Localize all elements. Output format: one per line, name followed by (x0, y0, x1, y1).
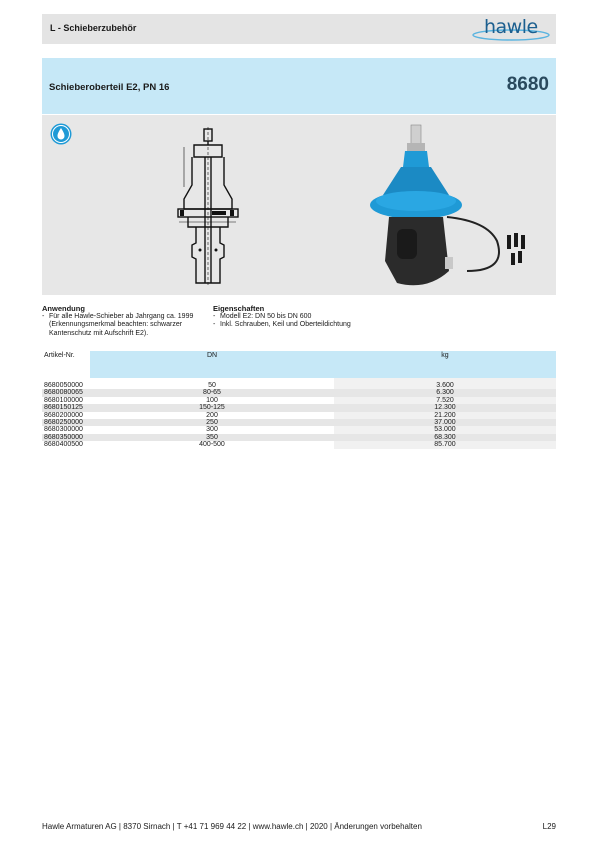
cell-artikel: 8680300000 (42, 426, 90, 433)
cell-dn: 50 (90, 382, 334, 389)
cell-kg: 68.300 (334, 434, 556, 441)
table-row (42, 426, 556, 433)
product-number: 8680 (506, 74, 549, 95)
hawle-logo (470, 16, 552, 42)
column-header-kg: kg (334, 351, 556, 378)
table-row (42, 382, 556, 389)
cell-dn: 300 (90, 426, 334, 433)
anwendung-heading: Anwendung (42, 304, 85, 313)
page-number: L29 (542, 822, 556, 831)
cell-artikel: 8680080065 (42, 389, 90, 396)
cell-dn: 150-125 (90, 404, 334, 411)
cell-kg: 21.200 (334, 412, 556, 419)
cell-kg: 3.600 (334, 382, 556, 389)
column-header-artikel: Artikel-Nr. (42, 351, 90, 378)
cell-artikel: 8680400500 (42, 441, 90, 448)
cell-kg: 12.300 (334, 404, 556, 411)
cell-dn: 80-65 (90, 389, 334, 396)
cell-dn: 200 (90, 412, 334, 419)
eigenschaften-section (213, 305, 383, 330)
footer-company: Hawle Armaturen AG | 8370 Sirnach | T +41 71 969 44 22 | www.hawle.ch | 2020 | Änderungen vorbehalten (42, 822, 422, 831)
cell-artikel: 8680100000 (42, 397, 90, 404)
header-bar (42, 14, 556, 44)
water-drop-icon (50, 123, 72, 145)
table-row (42, 404, 556, 411)
anwendung-item: - Für alle Hawle-Schieber ab Jahrgang ca. 1999 (Erkennungsmerkmal beachten: schwarzer Kantenschutz mit Aufschrift E2). (42, 313, 207, 338)
cell-kg: 6.300 (334, 389, 556, 396)
cell-kg: 53.000 (334, 426, 556, 433)
cell-dn: 350 (90, 434, 334, 441)
eigenschaften-item: - Modell E2: DN 50 bis DN 600 (213, 313, 383, 321)
technical-drawing (174, 127, 240, 287)
table-row (42, 389, 556, 396)
eigenschaften-heading: Eigenschaften (213, 304, 265, 313)
cell-artikel: 8680150125 (42, 404, 90, 411)
product-title-bar (42, 58, 556, 114)
table-row (42, 434, 556, 441)
cell-artikel: 8680350000 (42, 434, 90, 441)
product-image-panel (42, 115, 556, 295)
cell-artikel: 8680250000 (42, 419, 90, 426)
eigenschaften-item: - Inkl. Schrauben, Keil und Oberteildichtung (213, 321, 383, 329)
product-photo (367, 121, 537, 291)
column-header-dn: DN (90, 351, 334, 378)
article-table (42, 351, 556, 449)
table-row (42, 419, 556, 426)
cell-dn: 400-500 (90, 441, 334, 448)
table-row (42, 441, 556, 448)
logo-text: hawle (484, 16, 538, 38)
cell-dn: 250 (90, 419, 334, 426)
product-title: Schieberoberteil E2, PN 16 (49, 82, 170, 93)
cell-artikel: 8680200000 (42, 412, 90, 419)
cell-kg: 37.000 (334, 419, 556, 426)
section-title: L - Schieberzubehör (50, 23, 137, 33)
cell-dn: 100 (90, 397, 334, 404)
anwendung-section (42, 305, 207, 338)
cell-artikel: 8680050000 (42, 382, 90, 389)
table-row (42, 412, 556, 419)
cell-kg: 85.700 (334, 441, 556, 448)
cell-kg: 7.520 (334, 397, 556, 404)
table-row (42, 397, 556, 404)
